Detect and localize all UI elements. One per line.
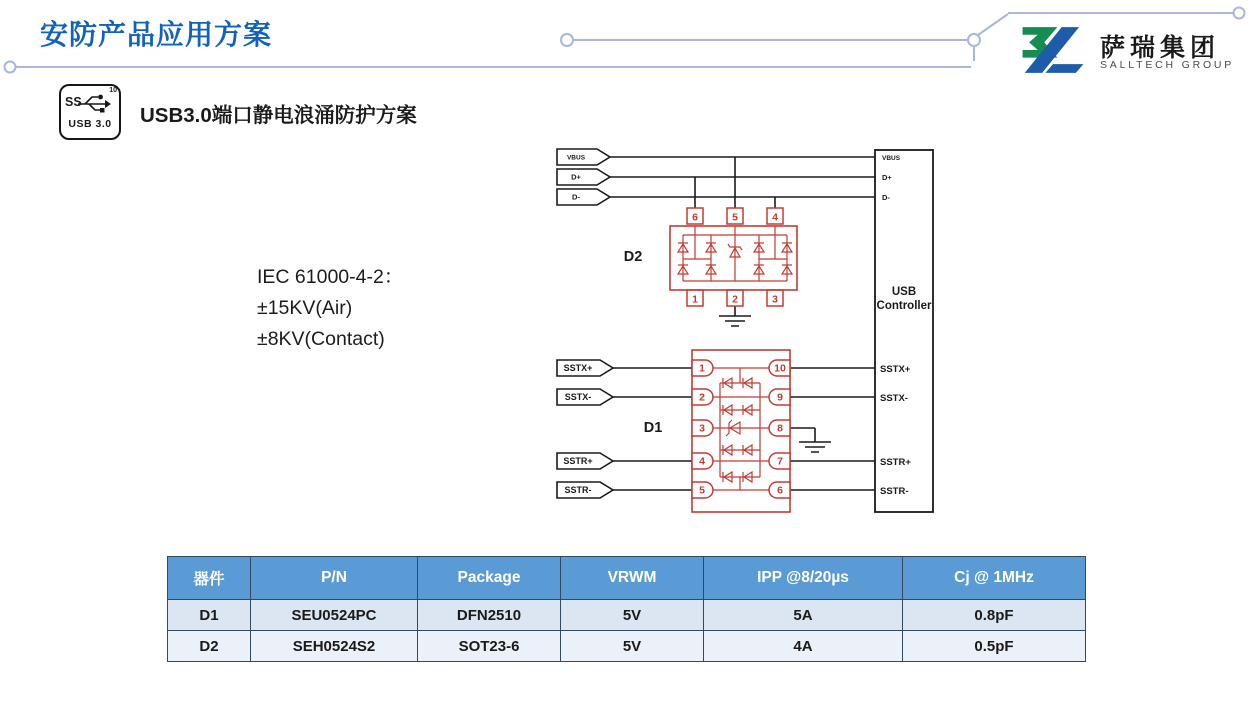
controller-dminus: D-	[882, 193, 890, 202]
iec-line-2: ±15KV(Air)	[257, 297, 353, 319]
d1-pin-7: 7	[777, 455, 783, 468]
d1-device	[692, 350, 790, 512]
cell-cj: 0.8pF	[903, 600, 1086, 631]
d2-pin-1: 1	[692, 293, 698, 306]
d2-internal-diodes	[678, 226, 792, 281]
cell-ipp: 4A	[704, 631, 903, 662]
d1-pin-6: 6	[777, 484, 783, 497]
flag-sstx-minus: SSTX-	[564, 392, 592, 402]
controller-sstr-plus: SSTR+	[880, 457, 911, 468]
col-header-device: 器件	[168, 557, 251, 600]
circuit-diagram	[545, 145, 945, 535]
d1-label: D1	[643, 420, 663, 436]
col-header-ipp: IPP @8/20µs	[704, 557, 903, 600]
flag-sstx-plus: SSTX+	[563, 363, 593, 373]
logo-company-name: 萨瑞集团	[1100, 34, 1221, 62]
d2-pin-3: 3	[772, 293, 778, 306]
d2-pin-6: 6	[692, 211, 698, 224]
d2-label: D2	[623, 249, 643, 265]
parts-table	[167, 556, 1086, 662]
flag-dplus: D+	[571, 172, 581, 182]
d2-pin-5: 5	[732, 211, 738, 224]
iec-line-3: ±8KV(Contact)	[257, 328, 385, 350]
usb3-badge	[59, 84, 121, 140]
page-title: 安防产品应用方案	[40, 19, 273, 50]
flag-dminus: D-	[572, 192, 580, 202]
flag-vbus: VBUS	[566, 154, 586, 162]
controller-dplus: D+	[882, 173, 892, 182]
col-header-vrwm: VRWM	[561, 557, 704, 600]
cell-device: D2	[168, 631, 251, 662]
d1-pin-8: 8	[777, 422, 783, 435]
usb-gen-number: 10	[109, 87, 117, 94]
signal-flags	[557, 149, 613, 498]
cell-pn: SEU0524PC	[251, 600, 418, 631]
usb-trident-icon	[77, 91, 115, 113]
col-header-package: Package	[418, 557, 561, 600]
controller-title-2: Controller	[876, 300, 932, 312]
cell-package: SOT23-6	[418, 631, 561, 662]
d1-pin-4: 4	[699, 455, 705, 468]
cell-package: DFN2510	[418, 600, 561, 631]
usb-ss-label: SS	[65, 95, 82, 109]
flag-sstr-minus: SSTR-	[564, 485, 592, 495]
table-header-row	[168, 557, 1086, 600]
d1-pin-1: 1	[699, 362, 705, 375]
d1-internal-diodes	[713, 368, 769, 490]
controller-sstx-plus: SSTX+	[880, 364, 911, 375]
table-row	[168, 600, 1086, 631]
d2-pin-2: 2	[732, 293, 738, 306]
d1-pin-3: 3	[699, 422, 705, 435]
col-header-pn: P/N	[251, 557, 418, 600]
d1-pin-5: 5	[699, 484, 705, 497]
cell-ipp: 5A	[704, 600, 903, 631]
d1-pin-2: 2	[699, 391, 705, 404]
ground-icon	[790, 428, 831, 452]
cell-cj: 0.5pF	[903, 631, 1086, 662]
flag-sstr-plus: SSTR+	[563, 456, 593, 466]
controller-vbus: VBUS	[882, 155, 901, 162]
cell-vrwm: 5V	[561, 600, 704, 631]
usb-badge-label: USB 3.0	[68, 118, 112, 130]
cell-device: D1	[168, 600, 251, 631]
section-title: USB3.0端口静电浪涌防护方案	[140, 104, 417, 127]
d2-device	[670, 208, 797, 306]
controller-sstr-minus: SSTR-	[880, 486, 909, 497]
col-header-cj: Cj @ 1MHz	[903, 557, 1086, 600]
controller-sstx-minus: SSTX-	[880, 393, 908, 404]
cell-vrwm: 5V	[561, 631, 704, 662]
d1-pin-10: 10	[774, 362, 786, 375]
salltech-logo-icon	[1012, 25, 1094, 75]
logo-group-name: SALLTECH GROUP	[1100, 59, 1235, 71]
cell-pn: SEH0524S2	[251, 631, 418, 662]
iec-line-1: IEC 61000-4-2：	[257, 266, 404, 288]
d2-pin-4: 4	[772, 211, 778, 224]
d1-pin-9: 9	[777, 391, 783, 404]
ground-icon	[719, 306, 751, 326]
controller-title-1: USB	[891, 286, 917, 298]
iec-spec-text	[257, 262, 403, 355]
table-row	[168, 631, 1086, 662]
signal-wires	[610, 157, 875, 490]
